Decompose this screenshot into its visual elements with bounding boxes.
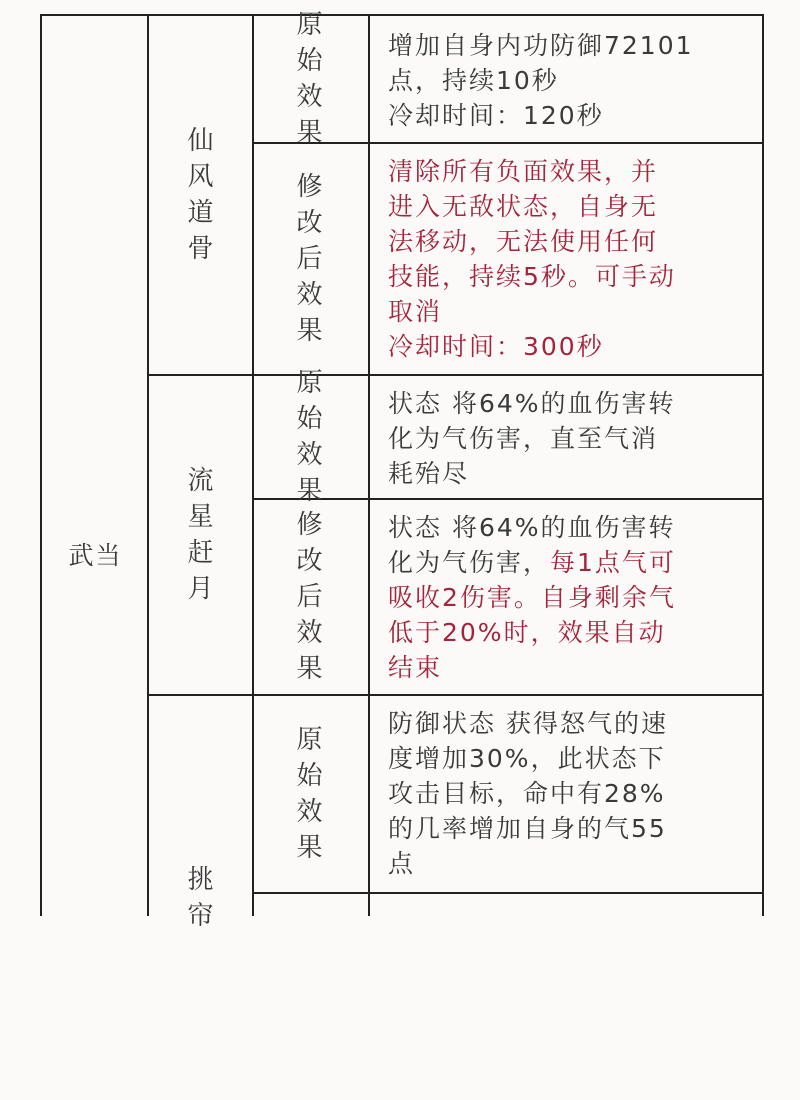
- column-divider: [368, 16, 370, 916]
- skill-name: 挑帘: [187, 865, 214, 931]
- modified-effect-text-plain: 状态 将64%的血伤害转 化为气伤害，: [388, 513, 676, 577]
- original-effect-text: 防御状态 获得怒气的速 度增加30%，此状态下 攻击目标，命中有28% 的几率增加自身的气55 点: [388, 709, 668, 878]
- modified-effect-text: 清除所有负面效果，并 进入无敌状态，自身无 法移动，无法使用任何 技能，持续5秒。可手动 取消 冷却时间：300秒: [388, 157, 676, 361]
- modified-effect-label: 修改后效果: [296, 172, 326, 346]
- skill-name: 仙风道骨: [187, 126, 214, 264]
- original-effect-label: 原始效果: [296, 725, 326, 863]
- original-effect-label: 原始效果: [296, 10, 326, 148]
- effect-label-cell: [254, 144, 368, 374]
- original-effect-label: 原始效果: [296, 368, 326, 506]
- skill-name: 流星赶月: [187, 466, 214, 604]
- effect-label-cell: [254, 696, 368, 892]
- original-effect-text: 增加自身内功防御72101 点，持续10秒 冷却时间：120秒: [388, 31, 694, 130]
- section-label: [44, 16, 147, 1096]
- section-name: 武当: [68, 541, 123, 570]
- original-effect-text: 状态 将64%的血伤害转 化为气伤害，直至气消 耗殆尽: [388, 389, 676, 488]
- modified-effect-label: 修改后效果: [296, 510, 326, 684]
- skill-name-cell: [149, 696, 252, 1100]
- modified-effect-text: [388, 510, 758, 685]
- skill-name-cell: [149, 16, 252, 374]
- skill-table: [40, 10, 764, 931]
- effect-label-cell: [254, 500, 368, 694]
- column-divider: [762, 16, 764, 916]
- effect-label-cell: [254, 10, 368, 148]
- effect-label-cell: [254, 368, 368, 506]
- modified-effect-text-highlight: 每1点气可 吸收2伤害。自身剩余气 低于20%时，效果自动 结束: [388, 548, 676, 682]
- skill-name-cell: [149, 376, 252, 694]
